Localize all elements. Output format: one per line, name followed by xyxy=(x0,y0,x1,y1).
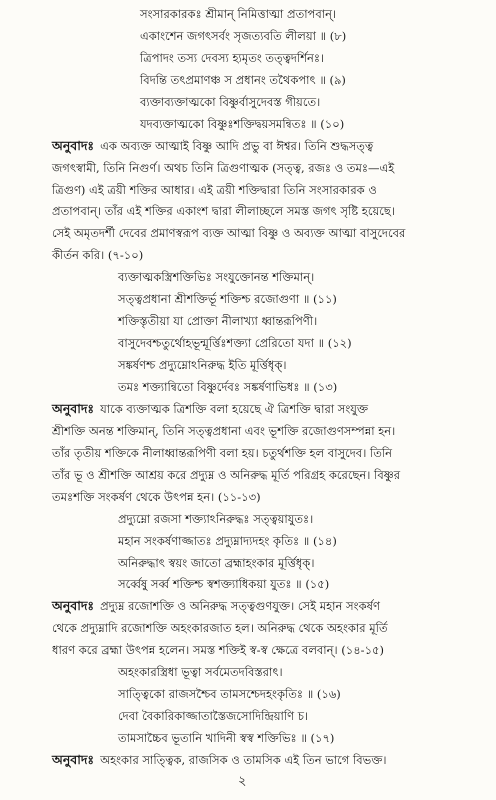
verse-text: ব্যক্তাব্যক্তাত্মকো বিষ্ণুর্বাসুদেবস্ত গীয়তে। xyxy=(140,94,321,109)
translation-text: কীর্তন করি। (৭-১০) xyxy=(52,248,144,263)
verse-line xyxy=(118,313,317,329)
translation-label: অনুবাদঃ xyxy=(52,400,95,416)
verse-text: মহান সংকর্ষণাজ্জাতঃ প্রদ্যুম্নাদ্যদহং কৃতিঃ ॥ (১৪) xyxy=(118,533,337,548)
translation-line xyxy=(52,642,384,658)
translation-line xyxy=(52,160,394,176)
translation-text: তাঁর তৃতীয় শক্তিকে নীলাধ্বান্তরূপিণী বলা হয়। চতুর্থশক্তি হল বাসুদেব। তিনি xyxy=(52,445,393,460)
verse-line xyxy=(118,357,287,373)
verse-line xyxy=(118,664,283,680)
translation-text: তাঁর ভূ ও শ্রীশক্তি আশ্রয় করে প্রদ্যুম্ন ও অনিরুদ্ধ মূর্তি পরিগ্রহ করেছেন। বিষ্ণুর xyxy=(52,467,401,482)
verse-text: শক্তিস্তৃতীয়া যা প্রোক্তা নীলাখ্যা ধ্বান্তরূপিণী। xyxy=(118,314,318,329)
translation-line xyxy=(52,489,261,505)
translation-text: এক অব্যক্ত আত্মাই বিষ্ণু আদি প্রভু বা ঈশ্বর। তিনি শুদ্ধসত্ত্ব xyxy=(100,138,374,153)
verse-text: যদব্যক্তাত্মকো বিষ্ণুঃশক্তিদ্বয়সমন্বিতঃ ॥ (১০) xyxy=(140,116,345,131)
verse-text: ত্রিপাদং তস্য দেবস্য হ্যমৃতং তত্ত্বদর্শিনঃ। xyxy=(140,50,325,65)
translation-text: ধারণ করে ব্রহ্মা উৎপন্ন হলেন। সমস্ত শক্তিই স্ব-স্ব ক্ষেত্রে বলবান্। (১৪-১৫) xyxy=(52,643,384,658)
translation-line xyxy=(52,203,395,219)
translation-line xyxy=(52,182,377,198)
translation-line xyxy=(52,423,395,439)
verse-text: সত্ত্বপ্রধানা শ্রীশক্তির্ভূ শক্তিশ্চ রজোগুণা ॥ (১১) xyxy=(118,292,337,307)
translation-label: অনুবাদঃ xyxy=(52,137,95,153)
page-number: ২ xyxy=(238,774,247,789)
verse-line xyxy=(140,72,346,88)
verse-text: দেবা বৈকারিকাজ্জাতাস্তৈজসোদিন্দ্রিয়াণি চ। xyxy=(118,709,309,724)
translation-text: সেই অমৃতদর্শী দেবের প্রমাণস্বরূপ ব্যক্ত আত্মা বিষ্ণু ও অব্যক্ত আত্মা বাসুদেবের xyxy=(52,226,406,241)
translation-text: যাকে ব্যক্তাত্মক ত্রিশক্তি বলা হয়েছে ঐ ত্রিশক্তি দ্বারা সংযুক্ত xyxy=(100,401,369,416)
verse-line xyxy=(140,6,336,22)
verse-line xyxy=(118,555,314,571)
verse-text: অনিরুদ্ধাৎ স্বয়ং জাতো ব্রহ্মাহংকার মূর্ত্তিধৃক্। xyxy=(118,555,315,570)
verse-line xyxy=(118,708,308,724)
verse-text: সংসারকারকঃ শ্রীমান্ নিমিত্তাত্মা প্রতাপবান্। xyxy=(140,7,337,21)
translation-text: অহংকার সাত্ত্বিক, রাজসিক ও তামসিক এই তিন ভাগে বিভক্ত। xyxy=(100,753,387,767)
verse-line xyxy=(118,379,337,395)
translation-label: অনুবাদঃ xyxy=(52,598,95,614)
translation-text: জগৎস্বামী, তিনি নিগুর্ণ। অথচ তিনি ত্রিগুণাত্মক (সত্ত্ব, রজঃ ও তমঃ—এই xyxy=(52,160,395,175)
verse-text: একাংশেন জগৎসর্বং সৃজত্যবতি লীলয়া ॥ (৮) xyxy=(140,28,347,43)
verse-line xyxy=(118,269,314,285)
verse-text: সাত্ত্বিকো রাজসশ্চৈব তামসশ্চেদহংকৃতিঃ ॥ (১৬) xyxy=(118,687,341,702)
translation-text: শ্রীশক্তি অনন্ত শক্তিমান্, তিনি সত্ত্বপ্রধানা এবং ভূশক্তি রজোগুণসম্পন্না হন। xyxy=(52,423,396,438)
translation-text: প্রদ্যুম্ন রজোশক্তি ও অনিরুদ্ধ সত্ত্বগুণযুক্ত। সেই মহান সংকর্ষণ xyxy=(100,599,380,614)
verse-line xyxy=(118,511,313,527)
translation-line xyxy=(52,247,143,263)
translation-line xyxy=(52,598,380,614)
translation-text: প্রতাপবান্। তাঁর এই শক্তির একাংশ দ্বারা লীলাচ্ছলে সমস্ত জগৎ সৃষ্টি হয়েছে। xyxy=(52,204,395,219)
translation-line xyxy=(52,138,373,154)
translation-text: তমঃশক্তি সংকর্ষণ থেকে উৎপন্ন হন। (১১-১৩) xyxy=(52,489,261,504)
verse-line xyxy=(118,533,337,549)
verse-text: ব্যক্তাত্মকস্ত্রিশক্তিভিঃ সংযুক্তোনন্ত শক্তিমান্। xyxy=(118,270,315,285)
verse-text: বাসুদেবশ্চতুর্থোহভূন্মূর্ত্তিঃশক্ত্যা প্রেরিতো যদা ॥ (১২) xyxy=(118,336,352,351)
verse-line xyxy=(118,335,352,351)
verse-text: তমঃ শক্ত্যান্বিতো বিষ্ণুর্দেবঃ সঙ্কর্ষণাভিধঃ ॥ (১৩) xyxy=(118,380,338,394)
translation-text: ত্রিগুণ) এই ত্রয়ী শক্তির আধার। এই ত্রয়ী শক্তিদ্বারা তিনি সংসারকারক ও xyxy=(52,182,377,197)
translation-label: অনুবাদঃ xyxy=(52,752,95,767)
verse-line xyxy=(118,686,341,702)
translation-line xyxy=(52,467,400,483)
verse-text: বিদন্তি তৎপ্রমাণঞ্চ স প্রধানং তথৈকপাৎ ॥ (৯) xyxy=(140,72,346,87)
translation-line xyxy=(52,752,387,768)
verse-text: অহংকারস্ত্রিধা ভূত্বা সর্বমেতদবিস্তরাৎ। xyxy=(118,665,283,680)
verse-line xyxy=(118,291,337,307)
verse-text: সর্ব্বেষু সর্ব্ব শক্তিশ্চ স্বশক্ত্যাধিকয়া যুতঃ ॥ (১৫) xyxy=(118,577,330,592)
verse-line xyxy=(140,50,324,66)
verse-text: তামসাচ্চৈব ভূতানি খাদিনী স্বস্ব শক্তিভিঃ ॥ (১৭) xyxy=(118,731,335,746)
verse-text: সঙ্কর্ষণশ্চ প্রদ্যুম্নোঽনিরুদ্ধ ইতি মূর্ত্তিধৃক্। xyxy=(118,358,287,373)
translation-line xyxy=(52,225,405,241)
translation-line xyxy=(52,620,388,636)
verse-line xyxy=(140,116,344,132)
verse-text: প্রদ্যুম্নো রজসা শক্ত্যাঽনিরুদ্ধঃ সত্ত্বয়াযুতঃ। xyxy=(118,511,314,526)
verse-line xyxy=(118,730,334,746)
verse-line xyxy=(140,94,320,110)
translation-text: থেকে প্রদ্যুম্নাদি রজোশক্তি অহংকারজাত হল। অনিরুদ্ধ থেকে অহংকার মূর্তি xyxy=(52,621,388,636)
translation-line xyxy=(52,445,392,461)
translation-line xyxy=(52,401,368,417)
verse-line xyxy=(118,576,329,592)
verse-line xyxy=(140,28,346,44)
